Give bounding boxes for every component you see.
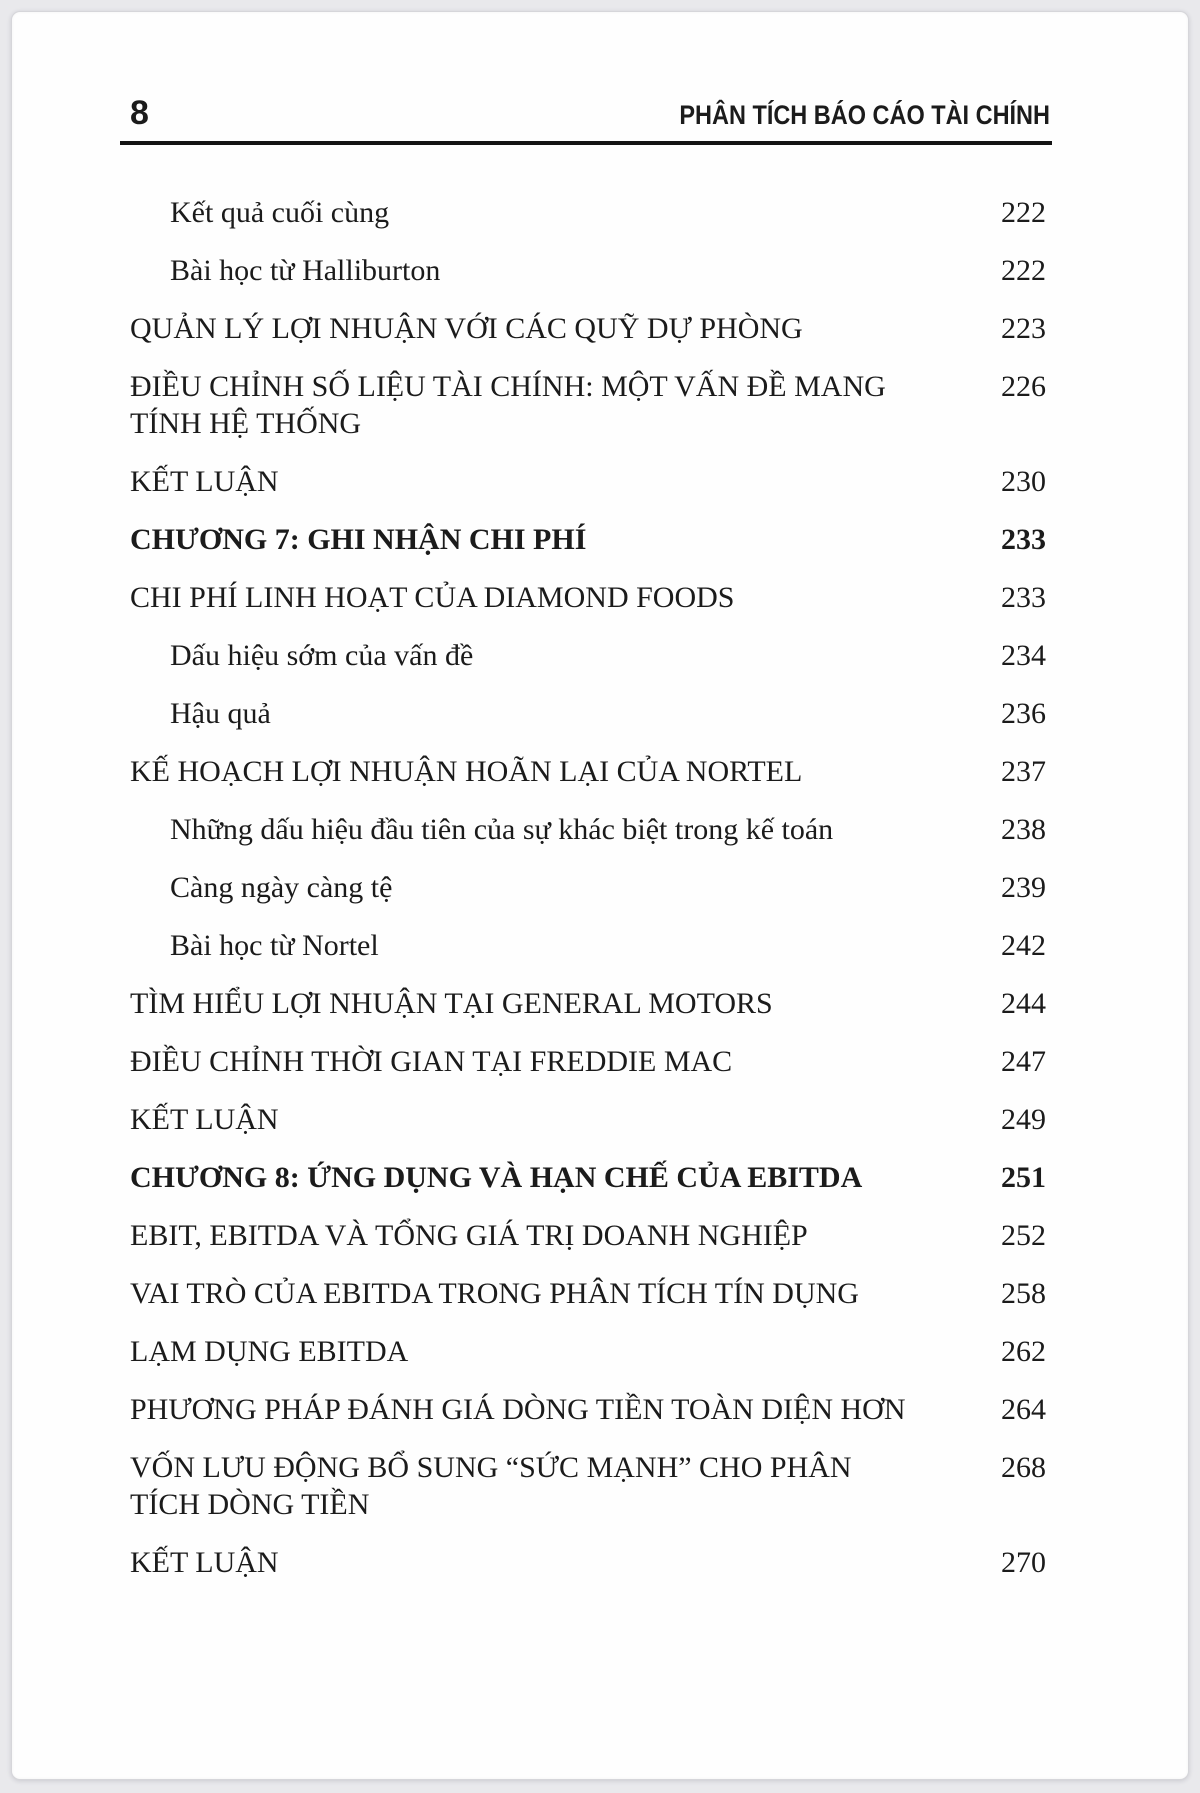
toc-entry-line: Hậu quả: [170, 697, 271, 730]
toc-entry-line: KẾT LUẬN: [130, 1546, 279, 1579]
toc-entry: [120, 1217, 1052, 1254]
toc-entry-line: Dấu hiệu sớm của vấn đề: [170, 639, 474, 672]
toc-entry: [120, 1333, 1052, 1370]
toc-entry: [120, 194, 1052, 231]
running-title: PHÂN TÍCH BÁO CÁO TÀI CHÍNH: [679, 100, 1050, 130]
toc-entry: [120, 463, 1052, 500]
toc-entry-line: Những dấu hiệu đầu tiên của sự khác biệt trong kế toán: [170, 813, 834, 846]
toc-entry: [120, 368, 1052, 442]
toc-entry-page: 258: [1001, 1277, 1046, 1310]
toc-entry-page: 270: [1001, 1546, 1046, 1579]
toc-entry: [120, 1449, 1052, 1523]
toc-entry-line: PHƯƠNG PHÁP ĐÁNH GIÁ DÒNG TIỀN TOÀN DIỆN HƠN: [130, 1393, 906, 1426]
toc-entry: [120, 1544, 1052, 1581]
toc-entry-label: [130, 368, 984, 442]
toc-entry: [120, 927, 1052, 964]
toc-entry-line: VỐN LƯU ĐỘNG BỔ SUNG “SỨC MẠNH” CHO PHÂN: [130, 1451, 852, 1484]
toc-entry-page: 249: [1001, 1103, 1046, 1136]
toc-entry-line: CHƯƠNG 8: ỨNG DỤNG VÀ HẠN CHẾ CỦA EBITDA: [130, 1161, 863, 1194]
toc-entry-page: 222: [1001, 254, 1046, 287]
toc-entry-label: [130, 1391, 984, 1428]
toc-entry-line: CHƯƠNG 7: GHI NHẬN CHI PHÍ: [130, 523, 587, 556]
toc-entry-label: [130, 1275, 984, 1312]
toc-entry-line: KẾT LUẬN: [130, 1103, 279, 1136]
toc-entry-page: 233: [1001, 523, 1046, 556]
toc-entry-line: VAI TRÒ CỦA EBITDA TRONG PHÂN TÍCH TÍN DỤNG: [130, 1277, 859, 1310]
toc-entry-line: CHI PHÍ LINH HOẠT CỦA DIAMOND FOODS: [130, 581, 735, 614]
toc-entry: [120, 695, 1052, 732]
toc-entry-label: [130, 1043, 984, 1080]
toc-entry-page: 236: [1001, 697, 1046, 730]
toc-entry-page: 223: [1001, 312, 1046, 345]
toc-entry-label: [130, 637, 984, 674]
book-page: [11, 11, 1189, 1780]
toc-entry: [120, 1043, 1052, 1080]
folio-page-number: 8: [130, 94, 149, 132]
toc-entry-page: 264: [1001, 1393, 1046, 1426]
toc-entry-line: ĐIỀU CHỈNH SỐ LIỆU TÀI CHÍNH: MỘT VẤN ĐỀ MANG: [130, 370, 886, 403]
toc-entry: [120, 252, 1052, 289]
toc-entry: [120, 521, 1052, 558]
toc-entry: [120, 753, 1052, 790]
toc-entry-label: [130, 1544, 984, 1581]
toc-entry: [120, 1101, 1052, 1138]
toc-entry-page: 268: [1001, 1451, 1046, 1484]
toc-entry: [120, 811, 1052, 848]
toc-entry-label: [130, 927, 984, 964]
toc-entry-page: 222: [1001, 196, 1046, 229]
toc-entry-page: 237: [1001, 755, 1046, 788]
toc-entry: [120, 1159, 1052, 1196]
toc-entry: [120, 637, 1052, 674]
toc-entry-line: EBIT, EBITDA VÀ TỔNG GIÁ TRỊ DOANH NGHIỆP: [130, 1219, 808, 1252]
page-header: [120, 96, 1052, 145]
toc-entry-line: LẠM DỤNG EBITDA: [130, 1335, 409, 1368]
toc-entry-line: TÌM HIỂU LỢI NHUẬN TẠI GENERAL MOTORS: [130, 987, 773, 1020]
toc-entry-page: 244: [1001, 987, 1046, 1020]
toc-entry-label: [130, 869, 984, 906]
toc-entry-label: [130, 521, 984, 558]
toc-entry-label: [130, 1333, 984, 1370]
toc-entry-label: [130, 1101, 984, 1138]
toc-entry-label: [130, 1217, 984, 1254]
toc-entry-line: Bài học từ Halliburton: [170, 254, 441, 287]
toc-entry-line: Kết quả cuối cùng: [170, 196, 390, 229]
toc-entry-page: 247: [1001, 1045, 1046, 1078]
toc-entry-page: 262: [1001, 1335, 1046, 1368]
toc-entry-page: 242: [1001, 929, 1046, 962]
toc-entry-label: [130, 463, 984, 500]
toc-entry-label: [130, 695, 984, 732]
toc-entry-label: [130, 252, 984, 289]
toc-entry-label: [130, 310, 984, 347]
toc-entry-line: TÍNH HỆ THỐNG: [130, 407, 362, 440]
toc-entry-line: TÍCH DÒNG TIỀN: [130, 1488, 370, 1521]
toc-entry: [120, 869, 1052, 906]
toc-entry-page: 238: [1001, 813, 1046, 846]
toc-entry-label: [130, 753, 984, 790]
toc-entry-label: [130, 194, 984, 231]
toc-entry: [120, 579, 1052, 616]
toc-entry-page: 234: [1001, 639, 1046, 672]
toc-entry: [120, 310, 1052, 347]
toc-entry: [120, 1391, 1052, 1428]
toc-entry-line: ĐIỀU CHỈNH THỜI GIAN TẠI FREDDIE MAC: [130, 1045, 733, 1078]
toc-entry-label: [130, 985, 984, 1022]
toc-entry-label: [130, 579, 984, 616]
toc-entry-label: [130, 1449, 984, 1523]
toc-entry-page: 230: [1001, 465, 1046, 498]
toc-entry-line: Bài học từ Nortel: [170, 929, 379, 962]
toc-entry-line: KẾ HOẠCH LỢI NHUẬN HOÃN LẠI CỦA NORTEL: [130, 755, 803, 788]
toc-entry-page: 251: [1001, 1161, 1046, 1194]
toc-entry: [120, 985, 1052, 1022]
toc-entry-line: Càng ngày càng tệ: [170, 871, 393, 904]
toc-entry-line: KẾT LUẬN: [130, 465, 279, 498]
toc-entry-page: 226: [1001, 370, 1046, 403]
toc-entry-label: [130, 811, 984, 848]
toc: [120, 194, 1052, 1581]
toc-entry: [120, 1275, 1052, 1312]
toc-entry-label: [130, 1159, 984, 1196]
toc-entry-page: 233: [1001, 581, 1046, 614]
toc-entry-line: QUẢN LÝ LỢI NHUẬN VỚI CÁC QUỸ DỰ PHÒNG: [130, 312, 803, 345]
toc-entry-page: 252: [1001, 1219, 1046, 1252]
toc-entry-page: 239: [1001, 871, 1046, 904]
